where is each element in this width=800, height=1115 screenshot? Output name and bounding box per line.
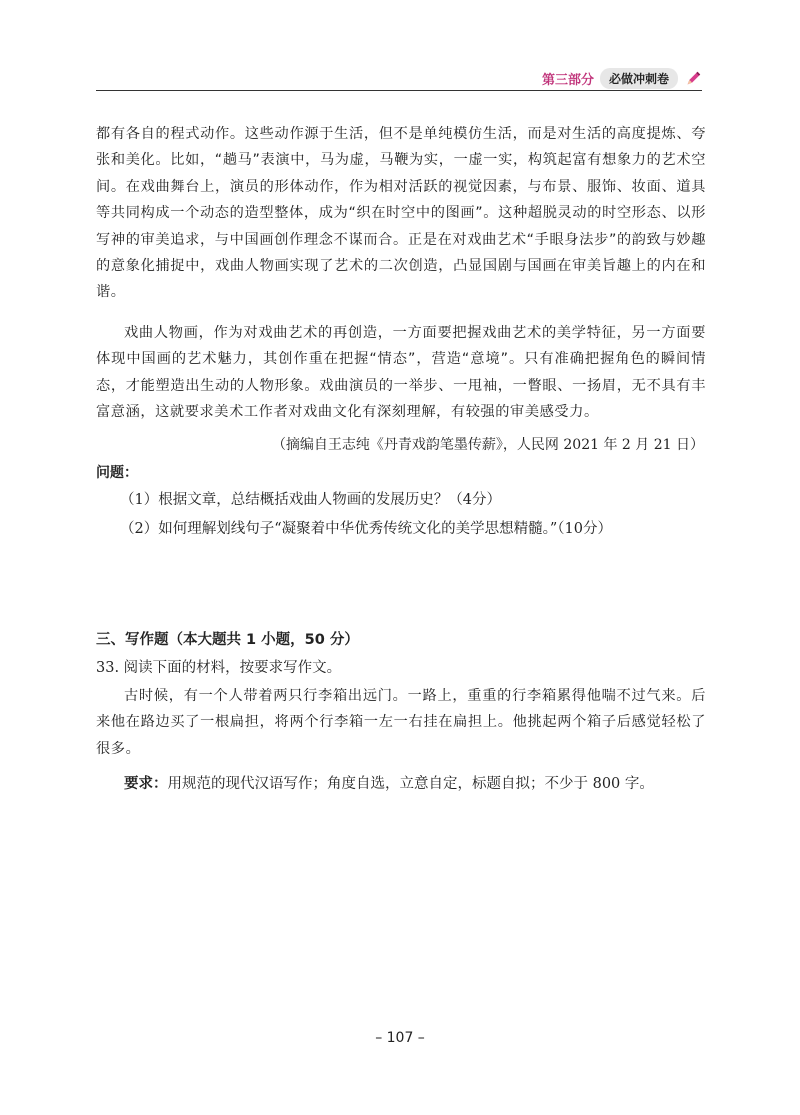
page-number: – 107 – — [375, 1030, 425, 1046]
passage-paragraph-1: 都有各自的程式动作。这些动作源于生活，但不是单纯模仿生活，而是对生活的高度提炼、夸张和美化。比如，“趟马”表演中，马为虚，马鞭为实，一虚一实，构筑起富有想象力的艺术空间。在戏曲舞台上，演员的形体动作，作为相对活跃的视觉因素，与布景、服饰、妆面、道具等共同构成一个动态的造型整体，成为“织在时空中的图画”。这种超脱灵动的时空形态、以形写神的审美追求，与中国画创作理念不谋而合。正是在对戏曲艺术“手眼身法步”的韵致与妙趣的意象化捕捉中，戏曲人物画实现了艺术的二次创造，凸显国剧与国画在审美旨趣上的内在和谐。 — [96, 126, 706, 301]
writing-item-title: 33. 阅读下面的材料，按要求写作文。 — [96, 660, 342, 676]
header-rule — [96, 90, 702, 91]
passage-source: （摘编自王志纯《丹青戏韵笔墨传薪》，人民网 2021 年 2 月 21 日） — [271, 437, 704, 453]
writing-requirement — [124, 772, 654, 793]
writing-section-title: 三、写作题（本大题共 1 小题，50 分） — [96, 632, 359, 648]
header-right — [542, 68, 702, 89]
requirement-label: 要求： — [124, 776, 168, 792]
question-2: （2）如何理解划线句子“凝聚着中华优秀传统文化的美学思想精髓。”（10分） — [120, 521, 612, 537]
question-1: （1）根据文章，总结概括戏曲人物画的发展历史？（4分） — [120, 492, 501, 508]
passage-paragraph-2: 戏曲人物画，作为对戏曲艺术的再创造，一方面要把握戏曲艺术的美学特征，另一方面要体现中国画的艺术魅力，其创作重在把握“情态”，营造“意境”。只有准确把握角色的瞬间情态，才能塑造出生动的人物形象。戏曲演员的一举步、一甩袖，一瞥眼、一扬眉，无不具有丰富意涵，这就要求美术工作者对戏曲文化有深刻理解，有较强的审美感受力。 — [96, 325, 706, 421]
writing-material: 古时候，有一个人带着两只行李箱出远门。一路上，重重的行李箱累得他喘不过气来。后来他在路边买了一根扁担，将两个行李箱一左一右挂在扁担上。他挑起两个箱子后感觉轻松了很多。 — [96, 688, 706, 757]
part-label: 第三部分 — [541, 73, 594, 88]
pencil-icon — [684, 70, 702, 88]
questions-heading: 问题： — [96, 465, 138, 481]
requirement-text: 用规范的现代汉语写作；角度自选，立意自定，标题自拟；不少于 800 字。 — [167, 776, 654, 792]
page-header — [96, 66, 708, 92]
section-badge: 必做冲刺卷 — [600, 68, 678, 89]
